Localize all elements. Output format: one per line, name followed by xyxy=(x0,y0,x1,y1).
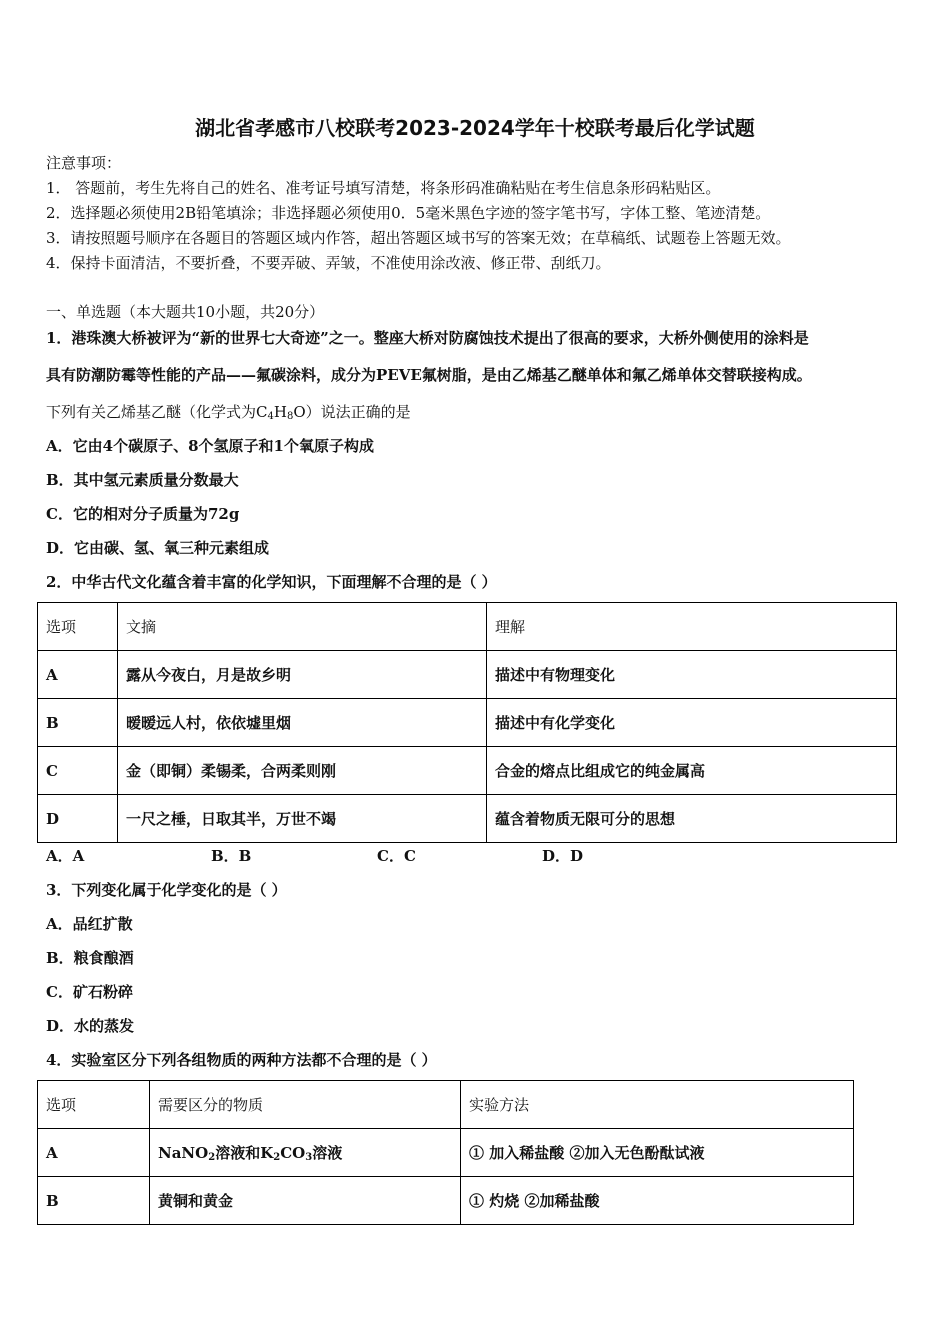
option-key: A xyxy=(38,1129,150,1177)
method-cell: ① 灼烧 ②加稀盐酸 xyxy=(461,1177,854,1225)
q3-stem: 3．下列变化属于化学变化的是（ ） xyxy=(46,881,287,899)
q4-table xyxy=(37,1080,854,1225)
table-row xyxy=(38,699,897,747)
q2-stem: 2．中华古代文化蕴含着丰富的化学知识，下面理解不合理的是（ ） xyxy=(46,573,497,591)
understanding-cell: 描述中有物理变化 xyxy=(487,651,897,699)
substance-cell: NaNO$_2$溶液和$K_2CO_3$溶液 xyxy=(150,1129,461,1177)
substance-cell: 黄铜和黄金 xyxy=(150,1177,461,1225)
q2-table xyxy=(37,602,897,843)
q1-stem-line1: 1．港珠澳大桥被评为“新的世界七大奇迹”之一。整座大桥对防腐蚀技术提出了很高的要求，大桥外侧使用的涂料是 xyxy=(46,329,809,347)
q1-option-b[interactable]: B．其中氢元素质量分数最大 xyxy=(46,471,239,489)
notice-item: 1． 答题前，考生先将自己的姓名、准考证号填写清楚，将条形码准确粘贴在考生信息条形码粘贴区。 xyxy=(46,179,721,197)
table-row xyxy=(38,747,897,795)
table-row xyxy=(38,795,897,843)
q1-option-a[interactable]: A．它由4个碳原子、8个氢原子和1个氧原子构成 xyxy=(46,437,374,455)
q3-option-d[interactable]: D．水的蒸发 xyxy=(46,1017,135,1035)
understanding-cell: 蕴含着物质无限可分的思想 xyxy=(487,795,897,843)
q2-answer-d[interactable]: D．D xyxy=(542,847,584,865)
option-key: C xyxy=(38,747,118,795)
q1-option-c[interactable]: C．它的相对分子质量为72g xyxy=(46,505,240,523)
q2-answer-a[interactable]: A．A xyxy=(46,847,85,865)
q3-option-b[interactable]: B．粮食酿酒 xyxy=(46,949,134,967)
header-cell: 文摘 xyxy=(118,603,487,651)
table-header-row xyxy=(38,603,897,651)
q2-answer-b[interactable]: B．B xyxy=(211,847,252,865)
q3-option-c[interactable]: C．矿石粉碎 xyxy=(46,983,133,1001)
q2-answer-c[interactable]: C．C xyxy=(377,847,416,865)
header-cell: 选项 xyxy=(38,603,118,651)
header-cell: 选项 xyxy=(38,1081,150,1129)
header-cell: 理解 xyxy=(487,603,897,651)
page-title: 湖北省孝感市八校联考2023-2024学年十校联考最后化学试题 xyxy=(195,116,755,140)
option-key: A xyxy=(38,651,118,699)
excerpt-cell: 一尺之棰，日取其半，万世不竭 xyxy=(118,795,487,843)
table-row xyxy=(38,1129,854,1177)
header-cell: 实验方法 xyxy=(461,1081,854,1129)
method-cell: ① 加入稀盐酸 ②加入无色酚酞试液 xyxy=(461,1129,854,1177)
option-key: D xyxy=(38,795,118,843)
table-row xyxy=(38,1177,854,1225)
q3-option-a[interactable]: A．品红扩散 xyxy=(46,915,133,933)
excerpt-cell: 金（即铜）柔锡柔，合两柔则刚 xyxy=(118,747,487,795)
section-heading: 一、单选题（本大题共10小题，共20分） xyxy=(46,303,325,321)
notice-item: 3．请按照题号顺序在各题目的答题区域内作答，超出答题区域书写的答案无效；在草稿纸、试题卷上答题无效。 xyxy=(46,229,791,247)
option-key: B xyxy=(38,699,118,747)
q4-stem: 4．实验室区分下列各组物质的两种方法都不合理的是（ ） xyxy=(46,1051,437,1069)
excerpt-cell: 暧暧远人村，依依墟里烟 xyxy=(118,699,487,747)
q1-option-d[interactable]: D．它由碳、氢、氧三种元素组成 xyxy=(46,539,270,557)
table-header-row xyxy=(38,1081,854,1129)
notice-heading: 注意事项： xyxy=(46,154,122,172)
notice-item: 2．选择题必须使用2B铅笔填涂；非选择题必须使用0．5毫米黑色字迹的签字笔书写，字体工整、笔迹清楚。 xyxy=(46,204,771,222)
notice-item: 4．保持卡面清洁，不要折叠，不要弄破、弄皱，不准使用涂改液、修正带、刮纸刀。 xyxy=(46,254,611,272)
option-key: B xyxy=(38,1177,150,1225)
q1-stem-line2: 具有防潮防霉等性能的产品——氟碳涂料，成分为PEVE氟树脂，是由乙烯基乙醚单体和氟乙烯单体交替联接构成。 xyxy=(46,366,812,384)
excerpt-cell: 露从今夜白，月是故乡明 xyxy=(118,651,487,699)
understanding-cell: 合金的熔点比组成它的纯金属高 xyxy=(487,747,897,795)
table-row xyxy=(38,651,897,699)
q1-question: 下列有关乙烯基乙醚（化学式为$C_4H_8O$）说法正确的是 xyxy=(46,403,411,422)
understanding-cell: 描述中有化学变化 xyxy=(487,699,897,747)
header-cell: 需要区分的物质 xyxy=(150,1081,461,1129)
